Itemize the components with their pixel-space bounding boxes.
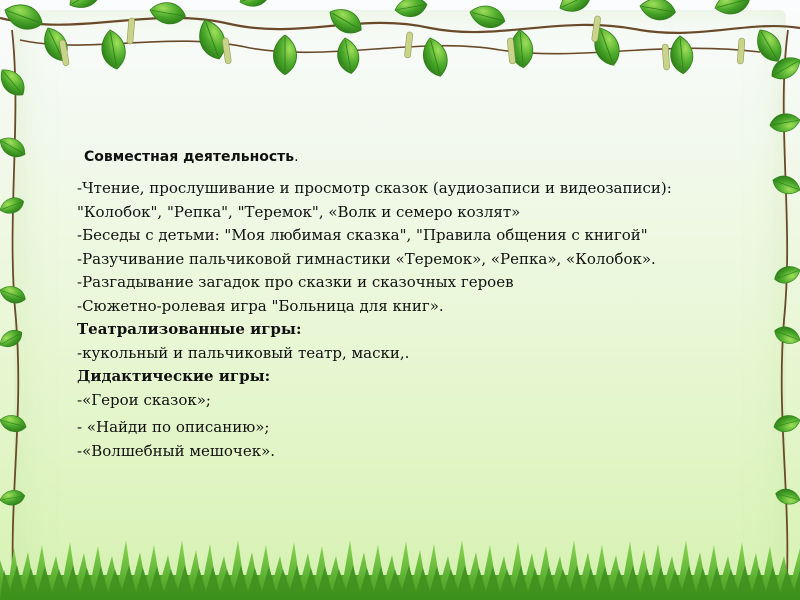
didactic-game-item: - «Найди по описанию»;	[77, 418, 270, 436]
activity-line: "Колобок", "Репка", "Теремок", «Волк и семеро козлят»	[77, 202, 521, 221]
theatre-games-text: -кукольный и пальчиковый театр, маски,.	[77, 343, 410, 362]
activity-line: -Беседы с детьми: "Моя любимая сказка", "Правила общения с книгой"	[77, 226, 648, 244]
didactic-games-heading: Дидактические игры:	[77, 367, 271, 385]
didactic-game-item: -«Волшебный мешочек».	[77, 441, 276, 460]
text-content	[77, 146, 737, 463]
activity-line: -Разгадывание загадок про сказки и сказочных героев	[77, 273, 514, 291]
section-heading-title: Совместная деятельность	[84, 149, 295, 165]
vine-left	[12, 30, 18, 600]
activity-line: -Чтение, прослушивание и просмотр сказок (аудиозаписи и видеозаписи):	[77, 179, 672, 197]
activity-line: -Разучивание пальчиковой гимнастики «Теремок», «Репка», «Колобок».	[77, 249, 656, 268]
theatre-games-heading: Театрализованные игры:	[77, 320, 302, 338]
activity-line: -Сюжетно-ролевая игра "Больница для книг».	[77, 296, 444, 315]
top-leaves	[1, 0, 787, 79]
didactic-game-item: -«Герои сказок»;	[77, 390, 211, 409]
section-heading	[77, 146, 737, 168]
vine-top	[0, 18, 800, 33]
grass	[0, 540, 800, 600]
section-heading-dot: .	[294, 149, 299, 165]
